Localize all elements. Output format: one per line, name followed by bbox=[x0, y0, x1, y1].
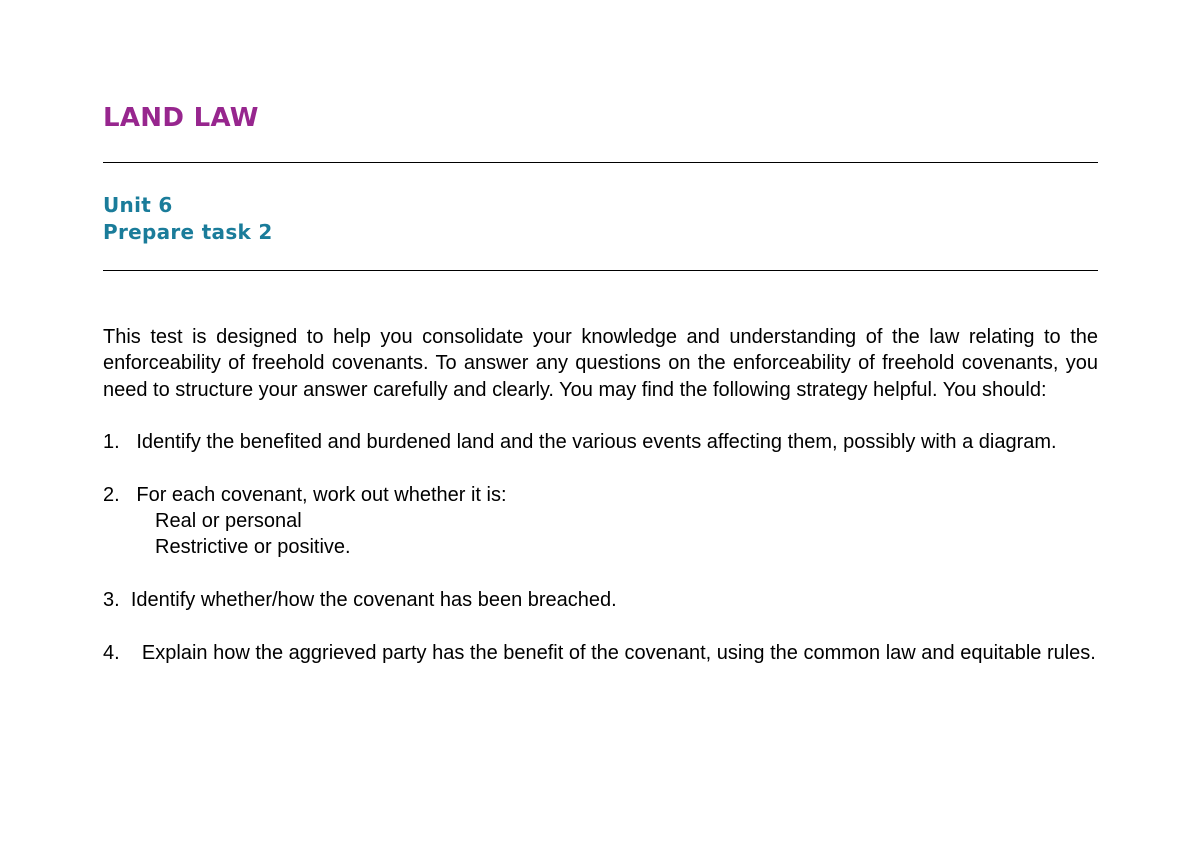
step-3 bbox=[103, 587, 1098, 613]
step-2-subitem: Restrictive or positive. bbox=[155, 536, 351, 559]
step-1 bbox=[103, 429, 1098, 455]
document-title: LAND LAW bbox=[103, 103, 259, 133]
intro-paragraph: This test is designed to help you consolidate your knowledge and understanding of the law relating to the enforceability of freehold covenants. To answer any questions on the enforceability of freehold covenants, you need to structure your answer carefully and clearly. You may find the following strategy helpful. You should: bbox=[103, 326, 1098, 401]
step-4 bbox=[103, 640, 1098, 666]
step-text: Identify the benefited and burdened land and the various events affecting them, possibly with a diagram. bbox=[136, 431, 1057, 454]
step-text: Identify whether/how the covenant has been breached. bbox=[130, 588, 617, 611]
step-number: 3. bbox=[103, 588, 120, 611]
horizontal-rule bbox=[103, 270, 1098, 271]
task-label: Prepare task 2 bbox=[103, 220, 273, 244]
step-number: 2. bbox=[103, 483, 120, 506]
step-number: 1. bbox=[103, 431, 120, 454]
horizontal-rule bbox=[103, 162, 1098, 163]
step-number: 4. bbox=[103, 641, 120, 664]
step-2-subitem: Real or personal bbox=[155, 510, 302, 533]
step-2 bbox=[103, 482, 1098, 508]
unit-heading-block bbox=[103, 192, 273, 246]
unit-label: Unit 6 bbox=[103, 193, 173, 217]
step-text: For each covenant, work out whether it is: bbox=[136, 483, 507, 506]
document-body bbox=[103, 324, 1098, 666]
step-text: Explain how the aggrieved party has the benefit of the covenant, using the common law and equitable rules. bbox=[141, 641, 1096, 664]
